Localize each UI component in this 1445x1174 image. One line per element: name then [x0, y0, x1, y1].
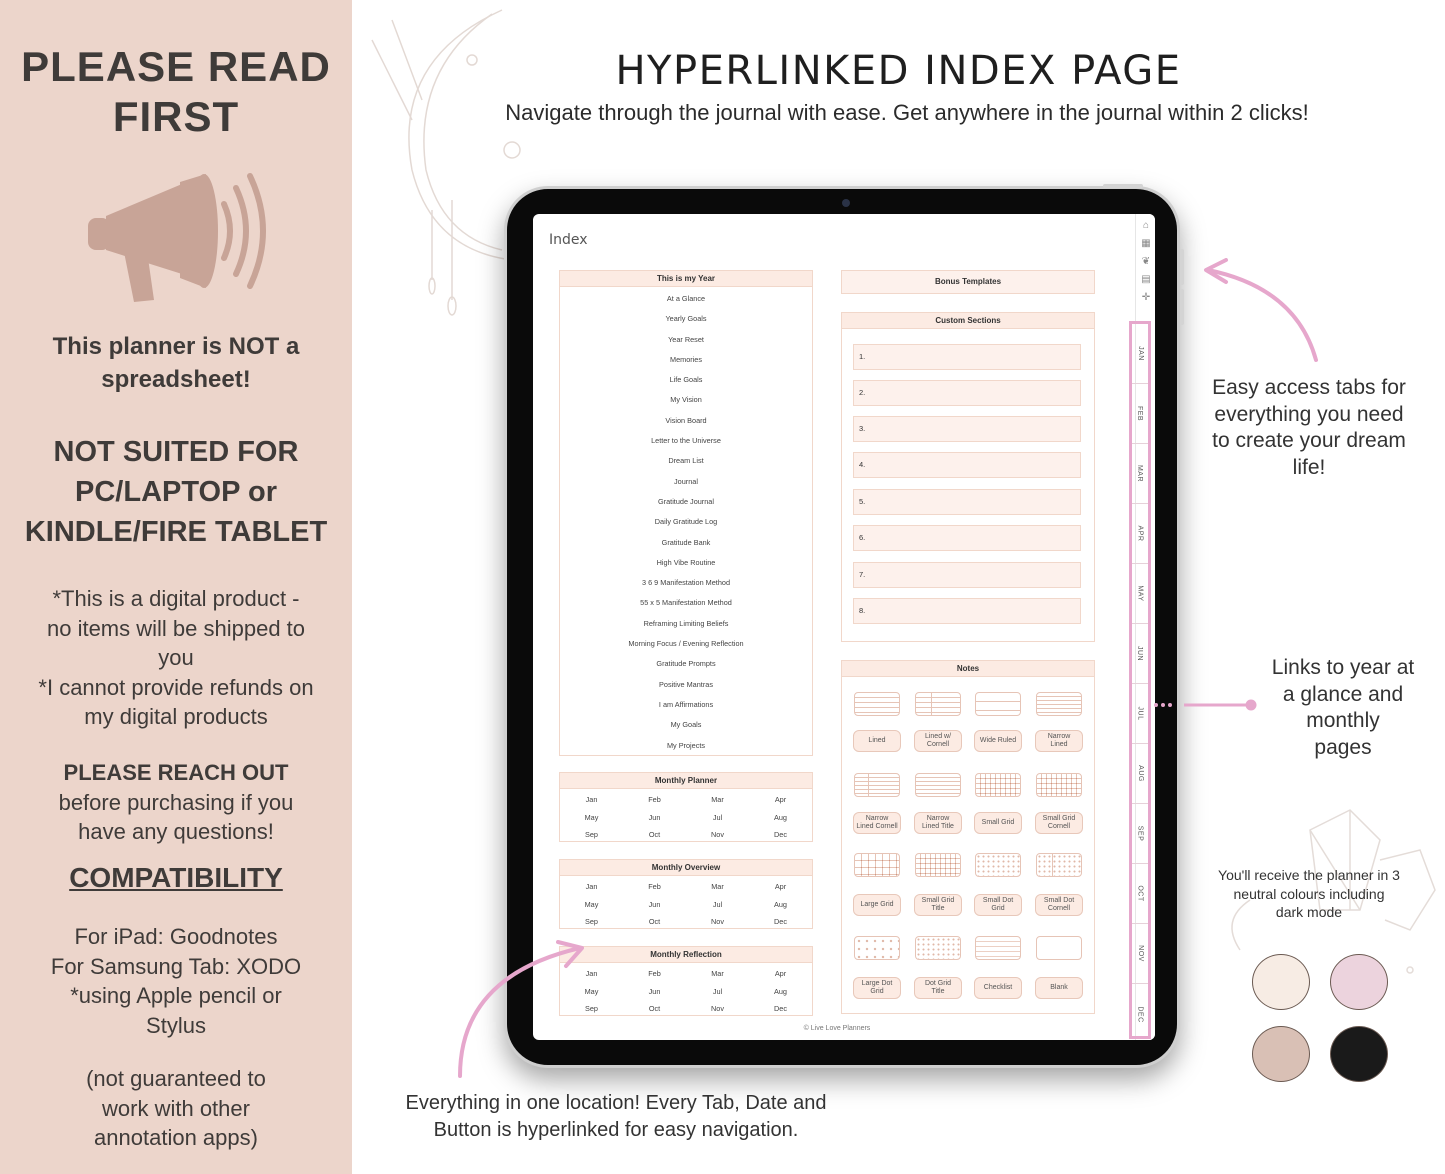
small-grid-cornell-template-icon — [1036, 773, 1082, 797]
month-link[interactable]: Jan — [585, 969, 598, 978]
colours-annotation: You'll receive the planner in 3 neutral colours including dark mode — [1218, 867, 1400, 920]
small-grid-title-template-icon — [915, 853, 961, 877]
month-link[interactable]: Feb — [648, 969, 661, 978]
compatibility-heading: COMPATIBILITY — [69, 862, 283, 893]
month-link[interactable]: Oct — [648, 917, 661, 926]
page-title: HYPERLINKED INDEX PAGE — [615, 48, 1182, 94]
month-tab-mar[interactable]: MAR — [1132, 444, 1148, 504]
compatibility-list: For iPad: Goodnotes For Samsung Tab: XODO *using Apple pencil or Stylus — [50, 924, 302, 1038]
tablet-volume-button — [1180, 289, 1184, 325]
bonus-templates-title: Bonus Templates — [934, 277, 1002, 286]
month-link[interactable]: Apr — [774, 969, 787, 978]
month-link[interactable]: Nov — [711, 830, 724, 839]
month-link[interactable]: Jul — [712, 812, 723, 822]
month-link[interactable]: Aug — [774, 986, 787, 996]
narrow-lined-template-icon — [1036, 692, 1082, 716]
index-link[interactable]: Morning Focus / Evening Reflection — [628, 639, 744, 649]
bottom-annotation: Everything in one location! Every Tab, Date and Button is hyperlinked for easy navigation. — [405, 1092, 827, 1141]
not-spreadsheet-note: This planner is NOT a spreadsheet! — [52, 333, 300, 393]
month-tab-nov[interactable]: NOV — [1132, 924, 1148, 984]
custom-section-row[interactable]: 3. — [853, 416, 1081, 442]
wide-ruled-button[interactable]: Wide Ruled — [974, 730, 1022, 752]
narrow-cornell-template-icon — [854, 773, 900, 797]
colour-swatch-dark — [1330, 1026, 1388, 1082]
index-link[interactable]: At a Glance — [666, 294, 706, 303]
custom-section-row[interactable]: 6. — [853, 525, 1081, 551]
month-link[interactable]: Jun — [648, 986, 661, 996]
custom-section-row[interactable]: 2. — [853, 380, 1081, 406]
month-link[interactable]: Jun — [648, 812, 661, 822]
calendar-icon[interactable]: ▦ — [1141, 238, 1151, 249]
reach-out-note: PLEASE REACH OUT before purchasing if you have any questions! — [58, 760, 294, 845]
index-link[interactable]: Gratitude Journal — [658, 496, 714, 506]
small-grid-title-button[interactable]: Small Grid Title — [914, 894, 962, 916]
panel-title: PLEASE READ FIRST — [21, 43, 331, 140]
custom-section-row[interactable]: 8. — [853, 598, 1081, 624]
month-link[interactable]: Nov — [711, 917, 724, 926]
month-link[interactable]: Dec — [774, 1004, 787, 1013]
colour-swatch-beige — [1252, 1026, 1310, 1082]
tablet-volume-button — [1180, 249, 1184, 285]
month-link[interactable]: Oct — [648, 1004, 661, 1013]
plus-icon[interactable]: ✛ — [1141, 292, 1151, 303]
index-link[interactable]: My Goals — [670, 720, 702, 730]
custom-section-row[interactable]: 1. — [853, 344, 1081, 370]
copyright-text: © Live Love Planners — [803, 1025, 871, 1032]
month-link[interactable]: Jan — [585, 795, 598, 804]
month-tab-jul[interactable]: JUL — [1132, 684, 1148, 744]
narrow-title-template-icon — [915, 773, 961, 797]
month-tab-may[interactable]: MAY — [1132, 564, 1148, 624]
planner-screen — [533, 214, 1155, 1040]
bird-icon[interactable]: ❦ — [1141, 256, 1151, 267]
index-link[interactable]: Letter to the Universe — [651, 436, 721, 446]
month-link[interactable]: May — [584, 812, 599, 822]
month-tab-sep[interactable]: SEP — [1132, 804, 1148, 864]
small-dot-grid-button[interactable]: Small Dot Grid — [974, 894, 1022, 916]
month-link[interactable]: Oct — [648, 830, 661, 839]
cornell-template-icon — [915, 692, 961, 716]
narrow-lined-cornell-button[interactable]: Narrow Lined Cornell — [853, 812, 901, 834]
year-section — [559, 270, 813, 756]
index-link[interactable]: Journal — [674, 476, 698, 486]
blank-button[interactable]: Blank — [1035, 977, 1083, 999]
index-link[interactable]: I am Affirmations — [658, 699, 714, 709]
month-link[interactable]: Mar — [711, 969, 724, 978]
month-link[interactable]: Aug — [774, 899, 787, 909]
large-grid-button[interactable]: Large Grid — [853, 894, 901, 916]
month-link[interactable]: May — [584, 899, 599, 909]
small-grid-button[interactable]: Small Grid — [974, 812, 1022, 834]
monthly-reflection-title[interactable]: Monthly Reflection — [560, 947, 812, 963]
checklist-template-icon — [975, 936, 1021, 960]
notes-icon[interactable]: ▤ — [1141, 274, 1151, 285]
small-dot-grid-template-icon — [975, 853, 1021, 877]
index-link[interactable]: Reframing Limiting Beliefs — [643, 618, 729, 628]
month-link[interactable]: Sep — [585, 830, 598, 839]
month-link[interactable]: Feb — [648, 795, 661, 804]
month-tab-oct[interactable]: OCT — [1132, 864, 1148, 924]
index-link[interactable]: Gratitude Bank — [661, 537, 711, 547]
disclaimer-note: *This is a digital product - no items will be shipped to you *I cannot provide refunds on my digital products — [38, 586, 314, 730]
monthly-overview-title[interactable]: Monthly Overview — [560, 860, 812, 876]
home-icon[interactable]: ⌂ — [1142, 220, 1150, 231]
monthly-planner-section — [559, 772, 813, 842]
month-link[interactable]: Apr — [774, 795, 787, 804]
lined-template-icon — [854, 692, 900, 716]
month-link[interactable]: Sep — [585, 917, 598, 926]
custom-section-row[interactable]: 7. — [853, 562, 1081, 588]
large-dot-grid-button[interactable]: Large Dot Grid — [853, 977, 901, 999]
tablet-mockup — [504, 186, 1180, 1068]
small-dot-cornell-template-icon — [1036, 853, 1082, 877]
links-annotation: Links to year at a glance and monthly pages — [1271, 656, 1415, 759]
blank-template-icon — [1036, 936, 1082, 960]
custom-section-row[interactable]: 4. — [853, 452, 1081, 478]
month-link[interactable]: Nov — [711, 1004, 724, 1013]
tablet-side-button — [1103, 184, 1143, 188]
curved-arrow-icon — [450, 936, 600, 1082]
month-link[interactable]: Mar — [711, 882, 724, 891]
custom-sections-title: Custom Sections — [842, 313, 1094, 329]
index-link[interactable]: 3 6 9 Manifestation Method — [641, 578, 731, 588]
month-link[interactable]: Jan — [585, 882, 598, 891]
lined-cornell-button[interactable]: Lined w/ Cornell — [914, 730, 962, 752]
month-link[interactable]: Jul — [712, 986, 723, 996]
dot-grid-title-button[interactable]: Dot Grid Title — [914, 977, 962, 999]
month-link[interactable]: Sep — [585, 1004, 598, 1013]
month-link[interactable]: May — [584, 986, 599, 996]
index-link[interactable]: Year Reset — [668, 334, 704, 344]
year-section-list — [560, 287, 812, 756]
custom-sections-section — [841, 312, 1095, 642]
year-section-title[interactable]: This is my Year — [560, 271, 812, 287]
month-tab-feb[interactable]: FEB — [1132, 384, 1148, 444]
index-link[interactable]: My Vision — [670, 395, 702, 405]
month-tabs — [1129, 321, 1151, 1039]
large-grid-template-icon — [854, 853, 900, 877]
month-tab-aug[interactable]: AUG — [1132, 744, 1148, 804]
narrow-lined-button[interactable]: Narrow Lined — [1035, 730, 1083, 752]
small-dot-cornell-button[interactable]: Small Dot Cornell — [1035, 894, 1083, 916]
curved-arrow-icon — [1196, 258, 1326, 366]
megaphone-icon — [84, 166, 270, 306]
notes-title: Notes — [842, 661, 1094, 677]
month-tab-jan[interactable]: JAN — [1132, 324, 1148, 384]
month-link[interactable]: Jul — [712, 899, 723, 909]
camera-icon — [842, 199, 850, 207]
month-link[interactable]: Apr — [774, 882, 787, 891]
custom-section-row[interactable]: 5. — [853, 489, 1081, 515]
index-link[interactable]: High Vibe Routine — [656, 557, 716, 567]
month-link[interactable]: Jun — [648, 899, 661, 909]
month-link[interactable]: Mar — [711, 795, 724, 804]
info-panel — [0, 0, 352, 1174]
month-tab-apr[interactable]: APR — [1132, 504, 1148, 564]
month-links — [560, 789, 812, 844]
month-links — [560, 876, 812, 931]
month-link[interactable]: Feb — [648, 882, 661, 891]
large-dot-grid-template-icon — [854, 936, 900, 960]
checklist-button[interactable]: Checklist — [974, 977, 1022, 999]
index-link[interactable]: Yearly Goals — [665, 314, 707, 324]
pointer-line-icon — [1150, 695, 1260, 715]
month-link[interactable]: Aug — [774, 812, 787, 822]
colour-swatch-pink — [1330, 954, 1388, 1010]
index-link[interactable]: My Projects — [666, 740, 706, 750]
small-grid-cornell-button[interactable]: Small Grid Cornell — [1035, 812, 1083, 834]
tabs-annotation: Easy access tabs for everything you need to create your dream life! — [1212, 376, 1406, 479]
index-link[interactable]: Gratitude Prompts — [656, 659, 716, 669]
index-link[interactable]: Memories — [669, 354, 703, 364]
lined-button[interactable]: Lined — [853, 730, 901, 752]
index-link[interactable]: 55 x 5 Manifestation Method — [640, 598, 732, 608]
wide-ruled-template-icon — [975, 692, 1021, 716]
index-link[interactable]: Life Goals — [669, 375, 703, 385]
index-link[interactable]: Positive Mantras — [659, 679, 713, 689]
not-suited-note: NOT SUITED FOR PC/LAPTOP or KINDLE/FIRE TABLET — [24, 436, 328, 548]
month-tab-dec[interactable]: DEC — [1136, 1005, 1144, 1023]
bonus-templates-section[interactable] — [841, 270, 1095, 294]
month-link[interactable]: Dec — [774, 830, 787, 839]
colour-swatch-cream — [1252, 954, 1310, 1010]
monthly-planner-title[interactable]: Monthly Planner — [560, 773, 812, 789]
index-link[interactable]: Dream List — [668, 456, 704, 466]
narrow-lined-title-button[interactable]: Narrow Lined Title — [914, 812, 962, 834]
month-link[interactable]: Dec — [774, 917, 787, 926]
small-grid-template-icon — [975, 773, 1021, 797]
month-tab-jun[interactable]: JUN — [1132, 624, 1148, 684]
monthly-overview-section — [559, 859, 813, 929]
index-link[interactable]: Vision Board — [665, 415, 707, 425]
dot-grid-title-template-icon — [915, 936, 961, 960]
page-subtitle: Navigate through the journal with ease. Get anywhere in the journal within 2 clicks! — [505, 100, 1309, 125]
index-link[interactable]: Daily Gratitude Log — [654, 517, 718, 527]
index-title: Index — [549, 232, 588, 248]
guarantee-note: (not guaranteed to work with other annotation apps) — [86, 1066, 266, 1151]
notes-section — [841, 660, 1095, 1014]
